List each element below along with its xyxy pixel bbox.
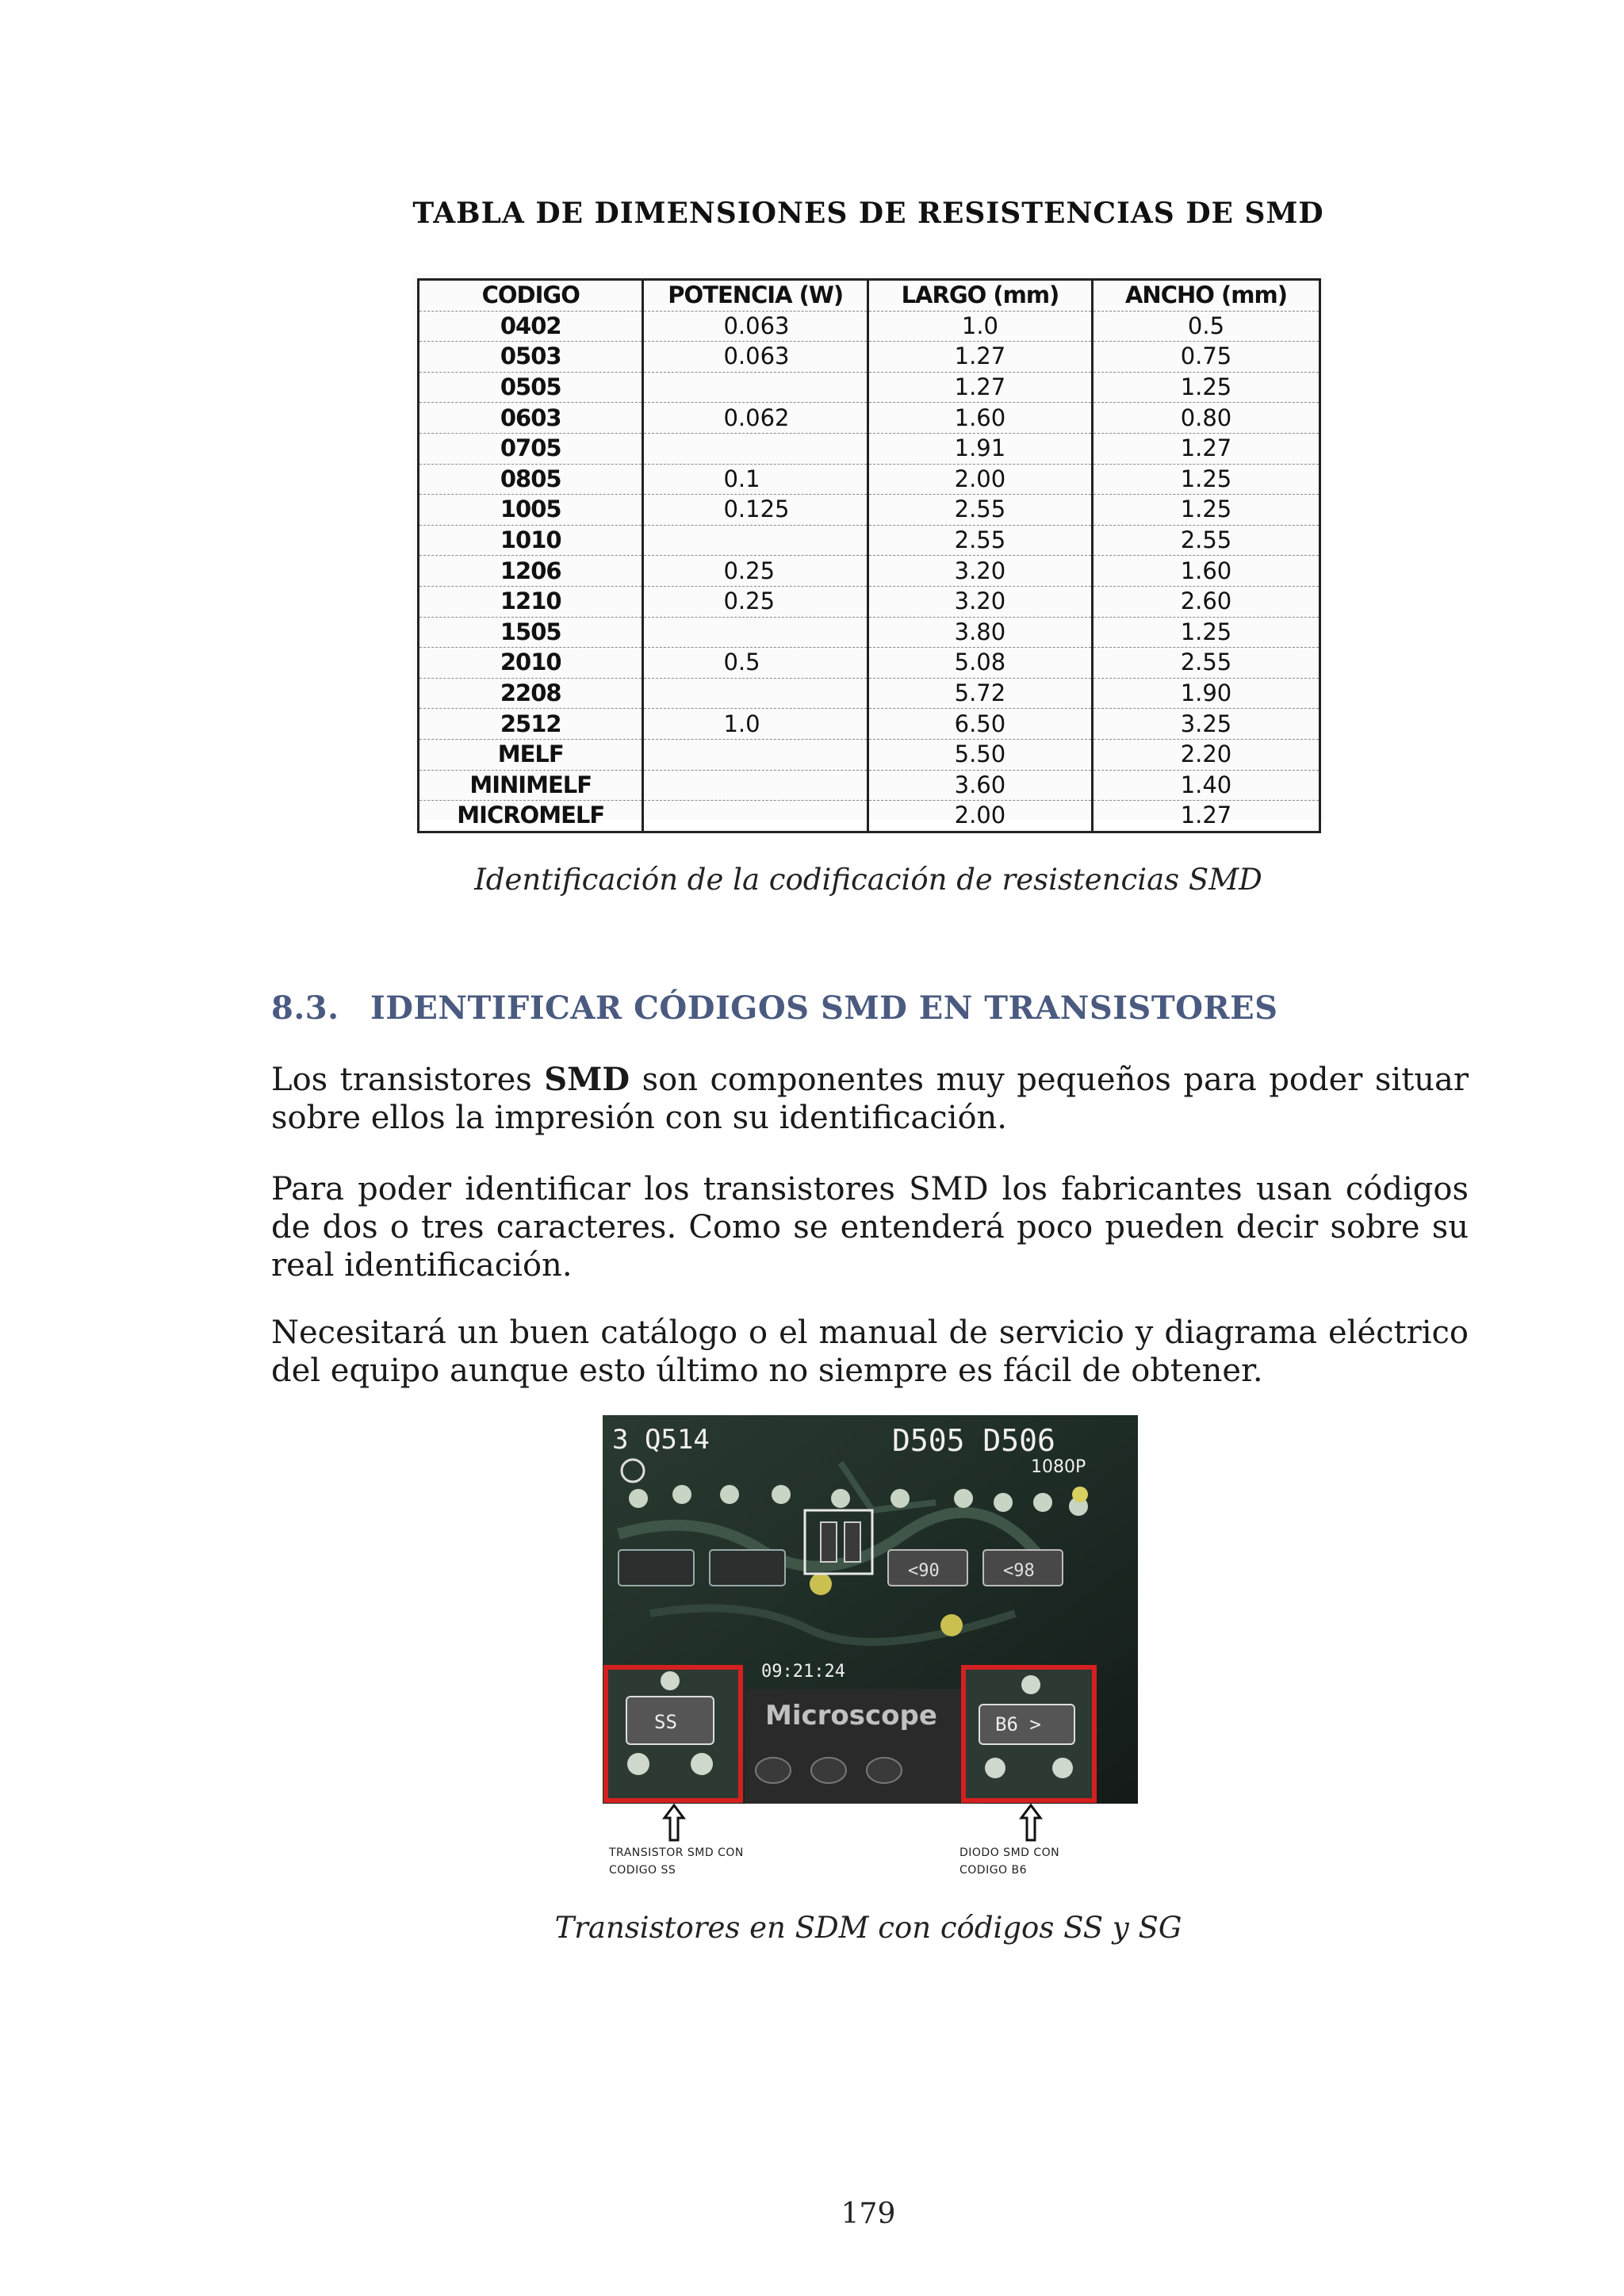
cell-potencia: 0.125 (643, 495, 868, 526)
cell-codigo: MICROMELF (419, 801, 643, 832)
cell-largo: 5.08 (868, 648, 1092, 679)
cell-largo: 2.00 (868, 801, 1092, 832)
cell-codigo: 2208 (419, 678, 643, 709)
cell-potencia: 0.25 (643, 586, 868, 617)
inset-diode-b6 (963, 1667, 1094, 1800)
table-row (419, 403, 1320, 434)
cell-ancho: 1.27 (1092, 801, 1320, 832)
table-row (419, 464, 1320, 495)
header-potencia: POTENCIA (W) (643, 280, 868, 312)
label-diode-b6-line2: CODIGO B6 (959, 1864, 1028, 1877)
overlay-top-right: D505 D506 (892, 1423, 1055, 1458)
cell-largo: 1.27 (868, 342, 1092, 373)
cell-largo: 1.91 (868, 433, 1092, 464)
cell-largo: 5.72 (868, 678, 1092, 709)
cell-potencia (643, 617, 868, 648)
cell-largo: 2.55 (868, 495, 1092, 526)
table-row (419, 342, 1320, 373)
cell-codigo: 0402 (419, 311, 643, 342)
cell-ancho: 0.80 (1092, 403, 1320, 434)
cell-ancho: 2.20 (1092, 739, 1320, 770)
section-title: IDENTIFICAR CÓDIGOS SMD EN TRANSISTORES (370, 989, 1278, 1027)
cell-potencia: 0.063 (643, 342, 868, 373)
inset-transistor-ss (606, 1667, 741, 1800)
cell-ancho: 0.5 (1092, 311, 1320, 342)
cell-potencia: 0.063 (643, 311, 868, 342)
table-row (419, 495, 1320, 526)
table-row (419, 770, 1320, 801)
cell-codigo: 0505 (419, 372, 643, 403)
header-ancho: ANCHO (mm) (1092, 280, 1320, 312)
cell-ancho: 1.25 (1092, 495, 1320, 526)
table-row (419, 648, 1320, 679)
cell-largo: 5.50 (868, 739, 1092, 770)
cell-codigo: 0603 (419, 403, 643, 434)
marking-b6: B6 > (995, 1713, 1041, 1735)
pcb-illustration (603, 1415, 1138, 1804)
header-largo: LARGO (mm) (868, 280, 1092, 312)
cell-codigo: 0705 (419, 433, 643, 464)
table-row (419, 678, 1320, 709)
table-row (419, 617, 1320, 648)
cell-largo: 3.20 (868, 586, 1092, 617)
section-heading (271, 989, 1278, 1027)
arrow-up-icon (662, 1804, 686, 1843)
cell-codigo: 1210 (419, 586, 643, 617)
table-row (419, 801, 1320, 832)
cell-potencia (643, 525, 868, 556)
cell-codigo: 1505 (419, 617, 643, 648)
marking-right-text: <98 (1003, 1561, 1035, 1581)
cell-codigo: 2010 (419, 648, 643, 679)
cell-codigo: 2512 (419, 709, 643, 740)
label-diode-b6 (959, 1844, 1059, 1879)
table-row (419, 311, 1320, 342)
table-row (419, 525, 1320, 556)
cell-potencia (643, 801, 868, 832)
cell-largo: 1.27 (868, 372, 1092, 403)
cell-potencia (643, 770, 868, 801)
photo-caption: Transistores en SDM con códigos SS y SG (554, 1911, 1182, 1945)
cell-largo: 6.50 (868, 709, 1092, 740)
brand-text: Microscope (765, 1700, 937, 1732)
table-title: TABLA DE DIMENSIONES DE RESISTENCIAS DE SMD (412, 197, 1324, 230)
cell-potencia: 0.062 (643, 403, 868, 434)
overlay-time: 09:21:24 (761, 1662, 845, 1682)
cell-potencia (643, 739, 868, 770)
table-row (419, 586, 1320, 617)
cell-ancho: 1.90 (1092, 678, 1320, 709)
table-row (419, 556, 1320, 587)
label-transistor-ss-line2: CODIGO SS (609, 1864, 676, 1877)
table-row (419, 433, 1320, 464)
section-number: 8.3. (271, 989, 339, 1027)
cell-ancho: 1.27 (1092, 433, 1320, 464)
table-row (419, 709, 1320, 740)
paragraph-1 (271, 1061, 1469, 1137)
cell-ancho: 0.75 (1092, 342, 1320, 373)
cell-largo: 2.55 (868, 525, 1092, 556)
microscope-photo (603, 1415, 1138, 1804)
cell-potencia: 0.1 (643, 464, 868, 495)
cell-codigo: 1206 (419, 556, 643, 587)
dimensions-table (417, 278, 1321, 833)
cell-codigo: MINIMELF (419, 770, 643, 801)
cell-codigo: 1005 (419, 495, 643, 526)
arrow-up-icon-2 (1019, 1804, 1043, 1843)
cell-potencia: 0.5 (643, 648, 868, 679)
paragraph-2: Para poder identificar los transistores SMD los fabricantes usan códigos de dos o tres caracteres. Como se entenderá poco pueden decir sobre su real identificación. (271, 1171, 1469, 1284)
p1-end: son componentes muy pequeños para poder situar sobre ellos la impresión con su identificación. (271, 1062, 1469, 1136)
marking-ss: SS (654, 1711, 677, 1733)
label-diode-b6-line1: DIODO SMD CON (959, 1846, 1060, 1859)
cell-ancho: 2.60 (1092, 586, 1320, 617)
cell-ancho: 1.25 (1092, 617, 1320, 648)
cell-codigo: 0503 (419, 342, 643, 373)
table-row (419, 739, 1320, 770)
table-header-row (419, 280, 1320, 312)
p1-start: Los transistores (271, 1062, 545, 1098)
cell-potencia (643, 372, 868, 403)
table-caption: Identificación de la codificación de resistencias SMD (474, 863, 1262, 897)
cell-potencia: 1.0 (643, 709, 868, 740)
cell-ancho: 1.25 (1092, 464, 1320, 495)
cell-ancho: 2.55 (1092, 648, 1320, 679)
overlay-top-left: 3 Q514 (612, 1424, 710, 1456)
cell-potencia: 0.25 (643, 556, 868, 587)
marking-left-text: <90 (908, 1561, 940, 1581)
page-number: 179 (841, 2198, 896, 2230)
cell-ancho: 3.25 (1092, 709, 1320, 740)
cell-ancho: 1.25 (1092, 372, 1320, 403)
cell-codigo: MELF (419, 739, 643, 770)
cell-largo: 3.80 (868, 617, 1092, 648)
header-codigo: CODIGO (419, 280, 643, 312)
cell-largo: 2.00 (868, 464, 1092, 495)
table-row (419, 372, 1320, 403)
cell-codigo: 1010 (419, 525, 643, 556)
label-transistor-ss-line1: TRANSISTOR SMD CON (609, 1846, 744, 1859)
cell-codigo: 0805 (419, 464, 643, 495)
dimensions-table-image (412, 274, 1326, 829)
cell-largo: 3.60 (868, 770, 1092, 801)
paragraph-3: Necesitará un buen catálogo o el manual de servicio y diagrama eléctrico del equipo aunque esto último no siempre es fácil de obtener. (271, 1314, 1469, 1389)
overlay-resolution: 1080P (1031, 1457, 1086, 1477)
cell-ancho: 1.60 (1092, 556, 1320, 587)
cell-potencia (643, 678, 868, 709)
cell-largo: 1.60 (868, 403, 1092, 434)
cell-ancho: 2.55 (1092, 525, 1320, 556)
cell-ancho: 1.40 (1092, 770, 1320, 801)
cell-potencia (643, 433, 868, 464)
label-transistor-ss (609, 1844, 744, 1879)
cell-largo: 1.0 (868, 311, 1092, 342)
p1-bold-smd: SMD (544, 1061, 630, 1098)
cell-largo: 3.20 (868, 556, 1092, 587)
